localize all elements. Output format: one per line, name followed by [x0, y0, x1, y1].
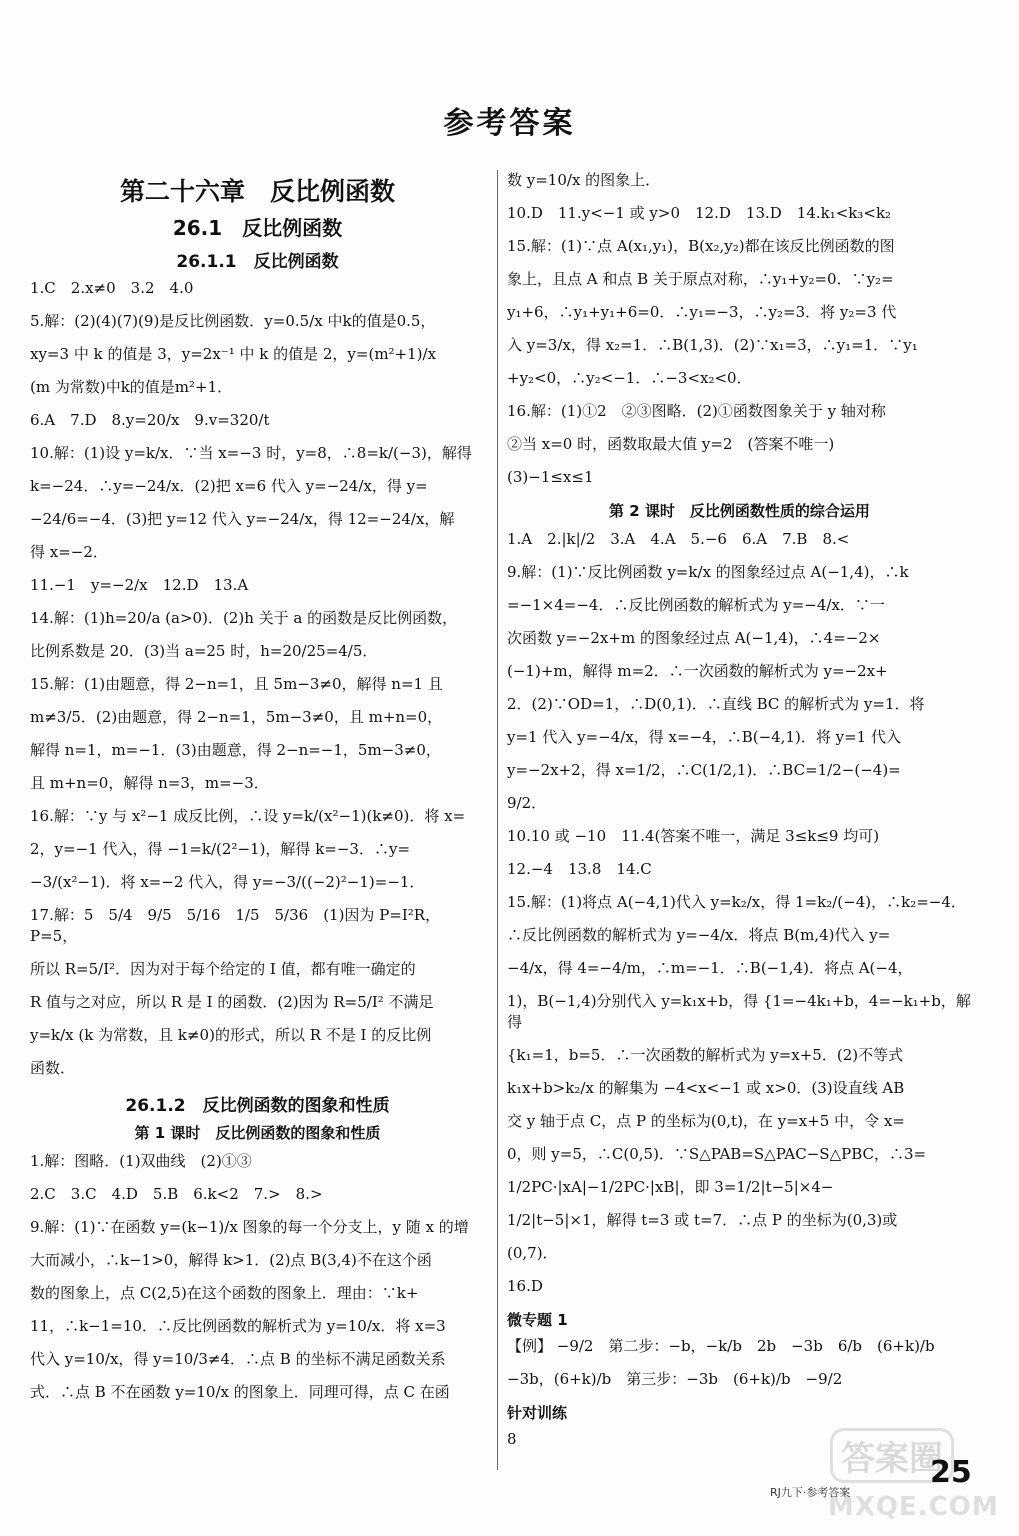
answer-list [30, 1151, 485, 1403]
answer-line: 1.解：图略．(1)双曲线 (2)①③ [30, 1152, 252, 1170]
right-column [507, 170, 972, 1462]
answer-line: 所以 R=5/I²．因为对于每个给定的 I 值，都有唯一确定的 [30, 960, 416, 978]
answer-line: 大而减小，∴k−1>0，解得 k>1．(2)点 B(3,4)不在这个函 [30, 1251, 432, 1269]
answer-line: 14.解：(1)h=20/a (a>0)．(2)h 关于 a 的函数是反比例函数， [30, 609, 458, 627]
answer-line: m≠3/5．(2)由题意，得 2−n=1，5m−3≠0，且 m+n=0， [30, 708, 443, 726]
answer-line: 8 [507, 1430, 517, 1448]
answer-line: 数的图象上，点 C(2,5)在这个函数的图象上．理由：∵k+ [30, 1284, 419, 1302]
answer-line: 解得 n=1，m=−1．(3)由题意，得 2−n=−1，5m−3≠0， [30, 741, 441, 759]
answer-line: 16.解：(1)①2 ②③图略．(2)①函数图象关于 y 轴对称 [507, 402, 886, 420]
answer-line: 入 y=3/x，得 x₂=1．∴B(1,3)．(2)∵x₁=3，∴y₁=1．∵y₁ [507, 336, 918, 354]
lesson-heading-1: 第 1 课时 反比例函数的图象和性质 [134, 1124, 381, 1142]
answer-line: 2，y=−1 代入，得 −1=k/(2²−1)，解得 k=−3．∴y= [30, 840, 411, 858]
subsection-heading-2: 26.1.2 反比例函数的图象和性质 [125, 1096, 390, 1116]
answer-line: 9.解：(1)∵反比例函数 y=k/x 的图象经过点 A(−1,4)，∴k [507, 563, 909, 581]
answer-line: −3b，(6+k)/b 第三步：−3b (6+k)/b −9/2 [507, 1370, 843, 1388]
answer-line: (m 为常数)中k的值是m²+1． [30, 378, 233, 396]
answer-list [507, 1336, 972, 1390]
answer-line: 象上，且点 A 和点 B 关于原点对称，∴y₁+y₂=0．∵y₂= [507, 270, 894, 288]
answer-line: 16.解：∵y 与 x²−1 成反比例，∴设 y=k/(x²−1)(k≠0)．将 x= [30, 807, 466, 825]
answer-line: 【例】 −9/2 第二步：−b，−k/b 2b −3b 6/b (6+k)/b [507, 1337, 935, 1355]
watermark-text: 答案圈 [830, 1428, 954, 1483]
answer-line: (−1)+m，解得 m=2．∴一次函数的解析式为 y=−2x+ [507, 662, 888, 680]
answer-line: xy=3 中 k 的值是 3，y=2x⁻¹ 中 k 的值是 2，y=(m²+1)/x [30, 345, 437, 363]
answer-line: (0,7)． [507, 1244, 558, 1262]
answer-line: 函数． [30, 1059, 76, 1077]
answer-line: 15.解：(1)∵点 A(x₁,y₁)，B(x₂,y₂)都在该反比例函数的图 [507, 237, 895, 255]
answer-line: R 值与之对应，所以 R 是 I 的函数．(2)因为 R=5/I² 不满足 [30, 993, 434, 1011]
answer-line: 10.解：(1)设 y=k/x．∵当 x=−3 时，y=8，∴8=k/(−3)，解得 [30, 444, 472, 462]
answer-line: 2.C 3.C 4.D 5.B 6.k<2 7.> 8.> [30, 1185, 323, 1203]
answer-line: −3/(x²−1)．将 x=−2 代入，得 y=−3/((−2)²−1)=−1． [30, 873, 425, 891]
answer-line: {k₁=1，b=5．∴一次函数的解析式为 y=x+5．(2)不等式 [507, 1046, 904, 1064]
answer-line: 9.解：(1)∵在函数 y=(k−1)/x 图象的每一个分支上，y 随 x 的增 [30, 1218, 469, 1236]
answer-line: 式．∴点 B 不在函数 y=10/x 的图象上．同理可得，点 C 在函 [30, 1383, 450, 1401]
answer-line: 10.10 或 −10 11.4(答案不唯一，满足 3≤k≤9 均可) [507, 827, 880, 845]
answer-line: 比例系数是 20．(3)当 a=25 时，h=20/25=4/5． [30, 642, 378, 660]
answer-line: 5.解：(2)(4)(7)(9)是反比例函数．y=0.5/x 中k的值是0.5， [30, 312, 436, 330]
answer-line: 1/2PC·|xA|−1/2PC·|xB|，即 3=1/2|t−5|×4− [507, 1178, 834, 1196]
chapter-heading: 第二十六章 反比例函数 [119, 177, 395, 206]
left-column [30, 170, 485, 1415]
footer-mark: RJ九下·参考答案 [770, 1486, 851, 1499]
answer-line: 1/2|t−5|×1，解得 t=3 或 t=7．∴点 P 的坐标为(0,3)或 [507, 1211, 898, 1229]
answer-line: k₁x+b>k₂/x 的解集为 −4<x<−1 或 x>0．(3)设直线 AB [507, 1079, 905, 1097]
answer-line: ∴反比例函数的解析式为 y=−4/x．将点 B(m,4)代入 y= [507, 926, 891, 944]
answer-line: 交 y 轴于点 C，点 P 的坐标为(0,t)，在 y=x+5 中，令 x= [507, 1112, 905, 1130]
page-title: 参考答案 [443, 106, 576, 141]
answer-line: 6.A 7.D 8.y=20/x 9.v=320/t [30, 411, 270, 429]
special-topic-heading: 微专题 1 [507, 1311, 568, 1329]
answer-line: y=k/x (k 为常数，且 k≠0)的形式，所以 R 不是 I 的反比例 [30, 1026, 432, 1044]
answer-line: 2．(2)∵OD=1，∴D(0,1)．∴直线 BC 的解析式为 y=1．将 [507, 695, 925, 713]
subsection-heading: 26.1.1 反比例函数 [176, 252, 339, 272]
column-divider [497, 170, 498, 1470]
lesson-heading-2: 第 2 课时 反比例函数性质的综合运用 [609, 502, 870, 520]
answer-line: 且 m+n=0，解得 n=3，m=−3． [30, 774, 269, 792]
answer-line: 数 y=10/x 的图象上． [507, 171, 661, 189]
answer-line: k=−24．∴y=−24/x．(2)把 x=6 代入 y=−24/x，得 y= [30, 477, 428, 495]
answer-line: 1)，B(−1,4)分别代入 y=k₁x+b，得 {1=−4k₁+b，4=−k₁+b，解得 [507, 992, 971, 1031]
answer-line: y₁+6，∴y₁+y₁+6=0．∴y₁=−3，∴y₂=3．将 y₂=3 代 [507, 303, 897, 321]
page-number: 25 [930, 1455, 972, 1490]
answer-line: 0，则 y=5，∴C(0,5)．∵S△PAB=S△PAC−S△PBC，∴3= [507, 1145, 927, 1163]
answer-line: ②当 x=0 时，函数取最大值 y=2 (答案不唯一) [507, 435, 835, 453]
answer-line: 次函数 y=−2x+m 的图象经过点 A(−1,4)，∴4=−2× [507, 629, 881, 647]
answer-line: 1.C 2.x≠0 3.2 4.0 [30, 279, 194, 297]
watermark-logo [820, 1420, 1000, 1530]
watermark-url: MXQE.COM [828, 1492, 999, 1522]
answer-line: 17.解：5 5/4 9/5 5/16 1/5 5/36 (1)因为 P=I²R，P=5， [30, 906, 441, 945]
answer-list [507, 170, 972, 488]
answer-line: 9/2． [507, 794, 547, 812]
answer-line: 代入 y=10/x，得 y=10/3≠4．∴点 B 的坐标不满足函数关系 [30, 1350, 446, 1368]
answer-line: 11，∴k−1=10．∴反比例函数的解析式为 y=10/x．将 x=3 [30, 1317, 446, 1335]
answer-line: 16.D [507, 1277, 543, 1295]
answer-list [30, 278, 485, 1079]
section-heading: 26.1 反比例函数 [172, 216, 343, 240]
answer-line: 12.−4 13.8 14.C [507, 860, 652, 878]
answer-line: 1.A 2.|k|/2 3.A 4.A 5.−6 6.A 7.B 8.< [507, 530, 850, 548]
answer-line: −4/x，得 4=−4/m，∴m=−1．∴B(−1,4)．将点 A(−4， [507, 959, 913, 977]
answer-line: −24/6=−4．(3)把 y=12 代入 y=−24/x，得 12=−24/x，解 [30, 510, 455, 528]
answer-line: 10.D 11.y<−1 或 y>0 12.D 13.D 14.k₁<k₃<k₂ [507, 204, 892, 222]
answer-line: 得 x=−2． [30, 543, 108, 561]
answer-line: +y₂<0，∴y₂<−1．∴−3<x₂<0． [507, 369, 752, 387]
answer-line: y=−2x+2，得 x=1/2，∴C(1/2,1)．∴BC=1/2−(−4)= [507, 761, 901, 779]
answer-list [507, 529, 972, 1297]
answer-line: y=1 代入 y=−4/x，得 x=−4，∴B(−4,1)．将 y=1 代入 [507, 728, 901, 746]
answer-line: (3)−1≤x≤1 [507, 468, 594, 486]
answer-line: 15.解：(1)将点 A(−4,1)代入 y=k₂/x，得 1=k₂/(−4)，∴k₂=−4． [507, 893, 966, 911]
training-heading: 针对训练 [507, 1404, 568, 1422]
answer-line: =−1×4=−4．∴反比例函数的解析式为 y=−4/x．∵一 [507, 596, 885, 614]
answer-line: 11.−1 y=−2/x 12.D 13.A [30, 576, 249, 594]
answer-line: 15.解：(1)由题意，得 2−n=1，且 5m−3≠0，解得 n=1 且 [30, 675, 443, 693]
